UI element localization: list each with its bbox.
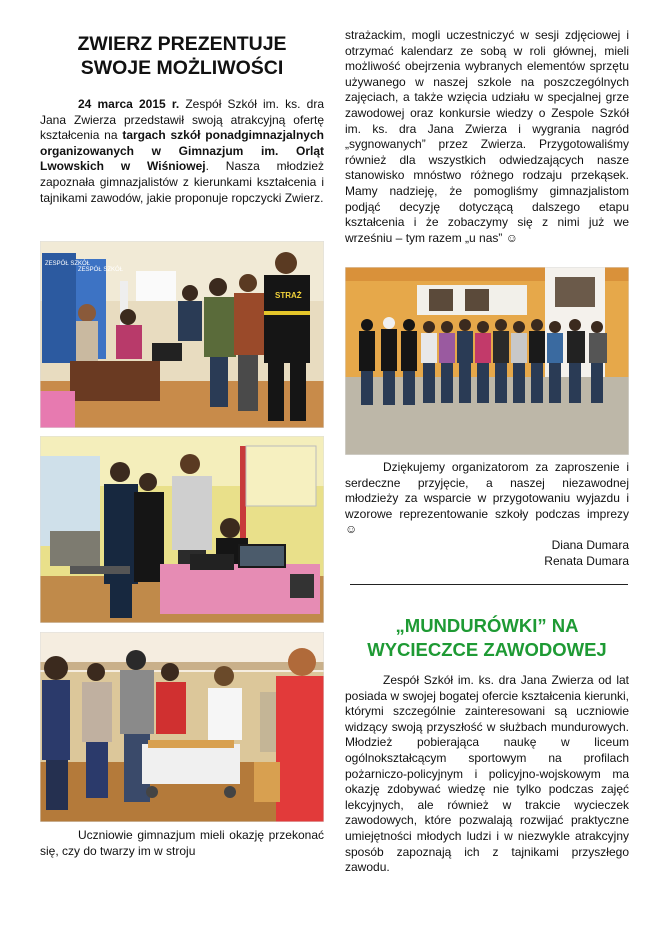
article2-body-text: Zespół Szkół im. ks. dra Jana Zwierza od lat posiada w swojej bogatej ofercie kształcenia kierunki, którymi szczególnie zainteresowani są uczniowie widzący swoją przyszłość w służbach mundurowych. Młodzież pobierająca naukę w liceum ogólnokształcącym sportowym na profilach pożarniczo-policyjnym i policyjno-wojskowym ma okazję zdobywać wiedzę nie tylko podczas zajęć lekcyjnych, ale również w trakcie wycieczek zawodowych, które pozwalają rozwijać praktyczne umiejętności młodych ludzi i w niezwykle atrakcyjny sposób zapoznają ich z tajnikami przyszłego zawodu. <box>345 673 629 875</box>
article1-intro <box>40 97 324 206</box>
section-divider <box>350 584 628 585</box>
article2-title-line2: WYCIECZCE ZAWODOWEJ <box>367 639 607 660</box>
intro-text-2: . Nasza młodzież zapoznała gimnazjalistów z kierunkami kształcenia i tajnikami zawodów, jakie proponuje ropczycki Zwierz. <box>40 159 324 205</box>
intro-text-1: Zespół Szkół im. ks. dra Jana Zwierza przedstawił swoją atrakcyjną ofertę kształcenia na <box>40 97 324 143</box>
author-1: Diana Dumara <box>551 538 629 552</box>
article1-para2-cont: strażackim, mogli uczestniczyć w sesji zdjęciowej i otrzymać kalendarz ze sobą w roli głównej, mieli możliwość obejrzenia wybranych elementów sprzętu używanego w naszej szkole na poszczególnych zajęciach, a także wzięcia udziału w specjalnej grze zawodowej oraz konkursie wiedzy o Zespole Szkół im. ks. dra Jana Zwierza i wygrania nagród „sygnowanych” przez Zwierza. Przygotowaliśmy również dla wszystkich odwiedzających nasze stanowisko mnóstwo różnego rodzaju przekąsek. Mamy nadzieję, że pomogliśmy gimnazjalistom podjąć decyzję dotyczącą dalszego etapu kształcenia i że zobaczymy się z nimi już we wrześniu – tym razem „u nas” ☺ <box>345 28 629 245</box>
article2-title <box>345 614 629 662</box>
para2-start-text: Uczniowie gimnazjum mieli okazję przekonać się, czy do twarzy im w stroju <box>40 828 324 858</box>
event-name: targach szkół ponadgimnazjalnych organizowanych w Gimnazjum im. Orląt Lwowskich w Wiśniowej <box>40 128 324 174</box>
article1-title-line2: SWOJE MOŻLIWOŚCI <box>80 57 284 79</box>
article1-title-line1: ZWIERZ PREZENTUJE <box>77 33 287 55</box>
photo-students-laptops <box>40 436 324 623</box>
thanks-paragraph <box>345 460 629 538</box>
article1-para2-start <box>40 828 324 859</box>
article1-title <box>40 32 324 80</box>
banner-right-text: ZESPÓŁ SZKÓŁ <box>78 267 124 273</box>
thanks-text: Dziękujemy organizatorom za zaproszenie i serdeczne przyjęcie, a naszej niezawodnej młodzieży za wsparcie w przygotowaniu wyjazdu i wzorowe reprezentowanie szkoły podczas imprezy ☺ <box>345 460 629 537</box>
photo-school-stand <box>40 241 324 428</box>
article2-body <box>345 673 629 876</box>
authors <box>345 538 629 569</box>
photo-group-outdoor <box>345 267 629 455</box>
photo-students-snacks <box>40 632 324 822</box>
author-2: Renata Dumara <box>544 553 629 568</box>
vest-text: STRAŻ <box>275 291 302 300</box>
banner-left-text: ZESPÓŁ SZKÓŁ <box>45 261 91 267</box>
article2-title-line1: „MUNDURÓWKI” NA <box>395 615 579 636</box>
event-date: 24 marca 2015 r. <box>78 97 180 111</box>
